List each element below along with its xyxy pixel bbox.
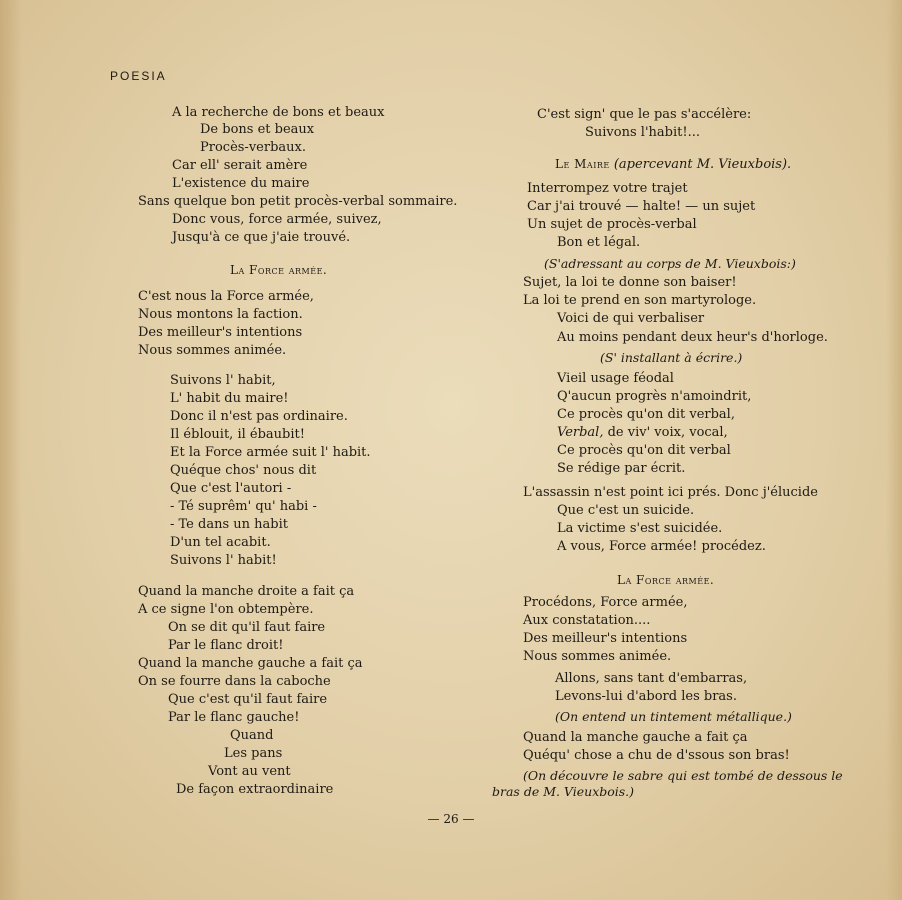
verse-line: L'assassin n'est point ici prés. Donc j'élucide bbox=[523, 485, 818, 500]
verse-line: Quand la manche droite a fait ça bbox=[138, 584, 355, 599]
verse-line: Sujet, la loi te donne son baiser! bbox=[523, 275, 737, 290]
verse-line: A la recherche de bons et beaux bbox=[172, 105, 385, 120]
emphasis: Verbal, bbox=[557, 425, 604, 440]
speaker-heading bbox=[555, 156, 791, 173]
verse-line: Un sujet de procès-verbal bbox=[527, 217, 697, 232]
page-gutter-shadow bbox=[0, 0, 22, 900]
verse-line: La victime s'est suicidée. bbox=[557, 521, 723, 536]
verse-line: Interrompez votre trajet bbox=[527, 181, 688, 196]
verse-line: Procès-verbaux. bbox=[200, 140, 306, 155]
verse-line: Quéque chos' nous dit bbox=[170, 463, 317, 478]
speaker-heading: La Force armée. bbox=[230, 263, 328, 277]
verse-line: Jusqu'à ce que j'aie trouvé. bbox=[172, 230, 351, 245]
speaker-heading: La Force armée. bbox=[617, 573, 715, 587]
verse-line: L' habit du maire! bbox=[170, 391, 289, 406]
verse-line: Quand la manche gauche a fait ça bbox=[138, 656, 363, 671]
verse-line: Par le flanc droit! bbox=[168, 638, 284, 653]
verse-line: Levons-lui d'abord les bras. bbox=[555, 689, 737, 704]
verse-line: A vous, Force armée! procédez. bbox=[557, 539, 766, 554]
verse-line: Bon et légal. bbox=[557, 235, 641, 250]
verse-line: - Te dans un habit bbox=[170, 517, 288, 532]
stage-direction: (On découvre le sabre qui est tombé de dessous le bbox=[523, 768, 843, 783]
verse-line: C'est sign' que le pas s'accélère: bbox=[537, 107, 752, 122]
verse-line: Car j'ai trouvé — halte! — un sujet bbox=[527, 199, 756, 214]
verse-line: Quand la manche gauche a fait ça bbox=[523, 730, 748, 745]
verse-line: Des meilleur's intentions bbox=[138, 325, 303, 340]
speaker-name: Le Maire bbox=[555, 157, 610, 171]
stage-direction: (S' installant à écrire.) bbox=[600, 350, 743, 365]
verse-line: Se rédige par écrit. bbox=[557, 461, 686, 476]
verse-line: Quéqu' chose a chu de d'ssous son bras! bbox=[523, 748, 790, 763]
verse-line: Que c'est qu'il faut faire bbox=[168, 692, 328, 707]
verse-line: On se fourre dans la caboche bbox=[138, 674, 331, 689]
verse-line: Nous sommes animée. bbox=[523, 649, 672, 664]
verse-line: D'un tel acabit. bbox=[170, 535, 271, 550]
verse-line: Ce procès qu'on dit verbal bbox=[557, 443, 731, 458]
verse-line: Que c'est un suicide. bbox=[557, 503, 695, 518]
verse-line: Par le flanc gauche! bbox=[168, 710, 300, 725]
verse-line: Suivons l' habit, bbox=[170, 373, 276, 388]
page-number: — 26 — bbox=[427, 812, 475, 826]
verse-line: Donc il n'est pas ordinaire. bbox=[170, 409, 348, 424]
verse-line: De façon extraordinaire bbox=[176, 782, 334, 797]
stage-direction: (S'adressant au corps de M. Vieuxbois:) bbox=[544, 256, 796, 271]
stage-direction: bras de M. Vieuxbois.) bbox=[492, 784, 635, 799]
verse-line: Suivons l' habit! bbox=[170, 553, 277, 568]
verse-line: Sans quelque bon petit procès-verbal sommaire. bbox=[138, 194, 458, 209]
page-edge-shadow bbox=[886, 0, 902, 900]
verse-line: Les pans bbox=[224, 746, 283, 761]
verse-line: Il éblouit, il ébaubit! bbox=[170, 427, 305, 442]
verse-line: Aux constatation.... bbox=[523, 613, 651, 628]
verse-line: Vont au vent bbox=[208, 764, 291, 779]
verse-line: Que c'est l'autori - bbox=[170, 481, 292, 496]
verse-line: Nous montons la faction. bbox=[138, 307, 303, 322]
verse-line: - Té suprêm' qu' habi - bbox=[170, 499, 317, 514]
verse-line: A ce signe l'on obtempère. bbox=[138, 602, 314, 617]
verse-line: Voici de qui verbaliser bbox=[557, 311, 705, 326]
verse-line: On se dit qu'il faut faire bbox=[168, 620, 326, 635]
verse-line: Ce procès qu'on dit verbal, bbox=[557, 407, 735, 422]
verse-line: Et la Force armée suit l' habit. bbox=[170, 445, 371, 460]
verse-line: L'existence du maire bbox=[172, 176, 310, 191]
running-header: POESIA bbox=[110, 69, 167, 83]
verse-line: Allons, sans tant d'embarras, bbox=[555, 671, 748, 686]
verse-line: La loi te prend en son martyrologe. bbox=[523, 293, 757, 308]
stage-direction: (On entend un tintement métallique.) bbox=[555, 709, 792, 724]
verse-line: Suivons l'habit!... bbox=[585, 125, 700, 140]
verse-line bbox=[557, 425, 728, 441]
verse-line: Quand bbox=[230, 728, 274, 743]
verse-line: De bons et beaux bbox=[200, 122, 315, 137]
verse-line: Car ell' serait amère bbox=[172, 158, 308, 173]
verse-line: Au moins pendant deux heur's d'horloge. bbox=[557, 330, 828, 345]
verse-line: Procédons, Force armée, bbox=[523, 595, 688, 610]
verse-line: Nous sommes animée. bbox=[138, 343, 287, 358]
verse-fragment: de viv' voix, vocal, bbox=[607, 425, 728, 440]
verse-line: C'est nous la Force armée, bbox=[138, 289, 314, 304]
stage-direction: (apercevant M. Vieuxbois). bbox=[613, 157, 792, 172]
verse-line: Vieil usage féodal bbox=[557, 371, 674, 386]
verse-line: Q'aucun progrès n'amoindrit, bbox=[557, 389, 752, 404]
verse-line: Donc vous, force armée, suivez, bbox=[172, 212, 382, 227]
verse-line: Des meilleur's intentions bbox=[523, 631, 688, 646]
